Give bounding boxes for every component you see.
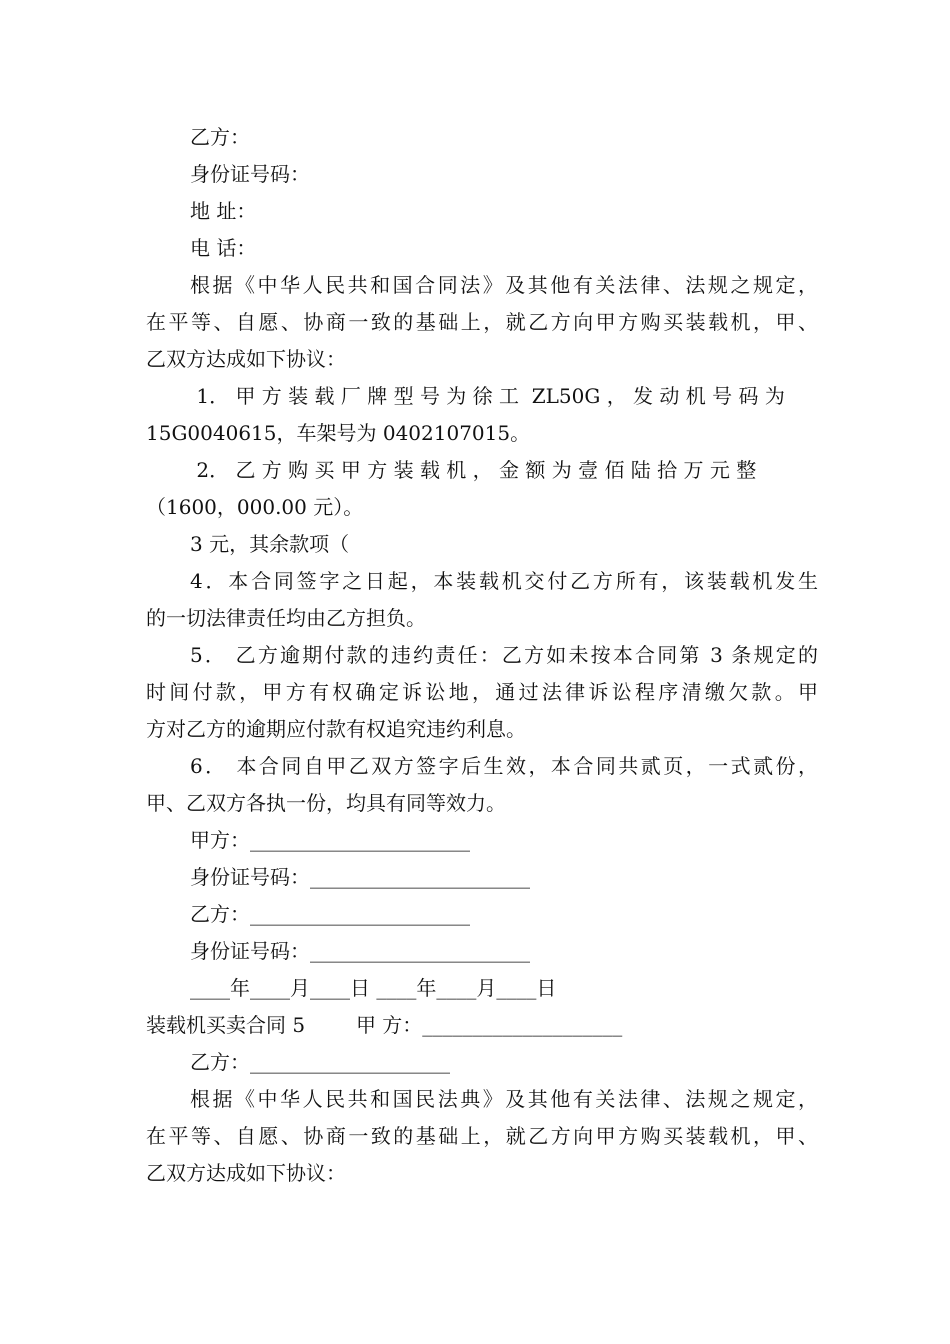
intro-paragraph-line-3: 乙双方达成如下协议： [146,347,346,371]
party-b-header: 乙方： [190,125,250,149]
signature-party-b: 乙方：______________________ [190,902,470,926]
id-number-header: 身份证号码： [190,162,310,186]
contract-5-intro-line-3: 乙双方达成如下协议： [146,1161,346,1185]
intro-paragraph-line-2: 在平等、自愿、协商一致的基础上，就乙方向甲方购买装载机，甲、 [146,310,818,334]
clause-6-line-2: 甲、乙双方各执一份，均具有同等效力。 [146,791,506,815]
address-label: 地 址： [190,199,257,223]
signature-party-a-id: 身份证号码：______________________ [190,865,530,889]
clause-4-line-2: 的一切法律责任均由乙方担负。 [146,606,426,630]
contract-5-intro-line-1: 根据《中华人民共和国民法典》及其他有关法律、法规之规定， [190,1087,818,1111]
clause-6-line-1: 6． 本合同自甲乙双方签字后生效，本合同共贰页，一式贰份， [190,754,818,778]
signature-party-a: 甲方：______________________ [190,828,470,852]
clause-5-line-2: 时间付款，甲方有权确定诉讼地，通过法律诉讼程序清缴欠款。甲 [146,680,818,704]
clause-2-line-2: （1600，000.00 元）。 [146,495,364,519]
intro-paragraph-line-1: 根据《中华人民共和国合同法》及其他有关法律、法规之规定， [190,273,818,297]
contract-5-party-b: 乙方：____________________ [190,1050,450,1074]
contract-5-title-line: 装载机买卖合同 5 甲 方：____________________ [146,1013,623,1037]
contract-5-intro-line-2: 在平等、自愿、协商一致的基础上，就乙方向甲方购买装载机，甲、 [146,1124,818,1148]
clause-1-line-1: 1． 甲 方 装 载 厂 牌 型 号 为 徐 工 ZL50G ， 发 动 机 号 码 为 [190,384,785,408]
clause-4-line-1: 4．本合同签字之日起，本装载机交付乙方所有，该装载机发生 [190,569,818,593]
clause-5-line-1: 5． 乙方逾期付款的违约责任：乙方如未按本合同第 3 条规定的 [190,643,818,667]
phone-label: 电 话： [190,236,257,260]
clause-3: 3 元，其余款项（ [190,532,350,556]
clause-2-line-1: 2． 乙 方 购 买 甲 方 装 载 机 ， 金 额 为 壹 佰 陆 拾 万 元 整 [190,458,757,482]
clause-5-line-3: 方对乙方的逾期应付款有权追究违约利息。 [146,717,526,741]
date-line: ____年____月____日 ____年____月____日 [190,976,557,1000]
signature-party-b-id: 身份证号码：______________________ [190,939,530,963]
clause-1-line-2: 15G0040615，车架号为 0402107015。 [146,421,531,445]
